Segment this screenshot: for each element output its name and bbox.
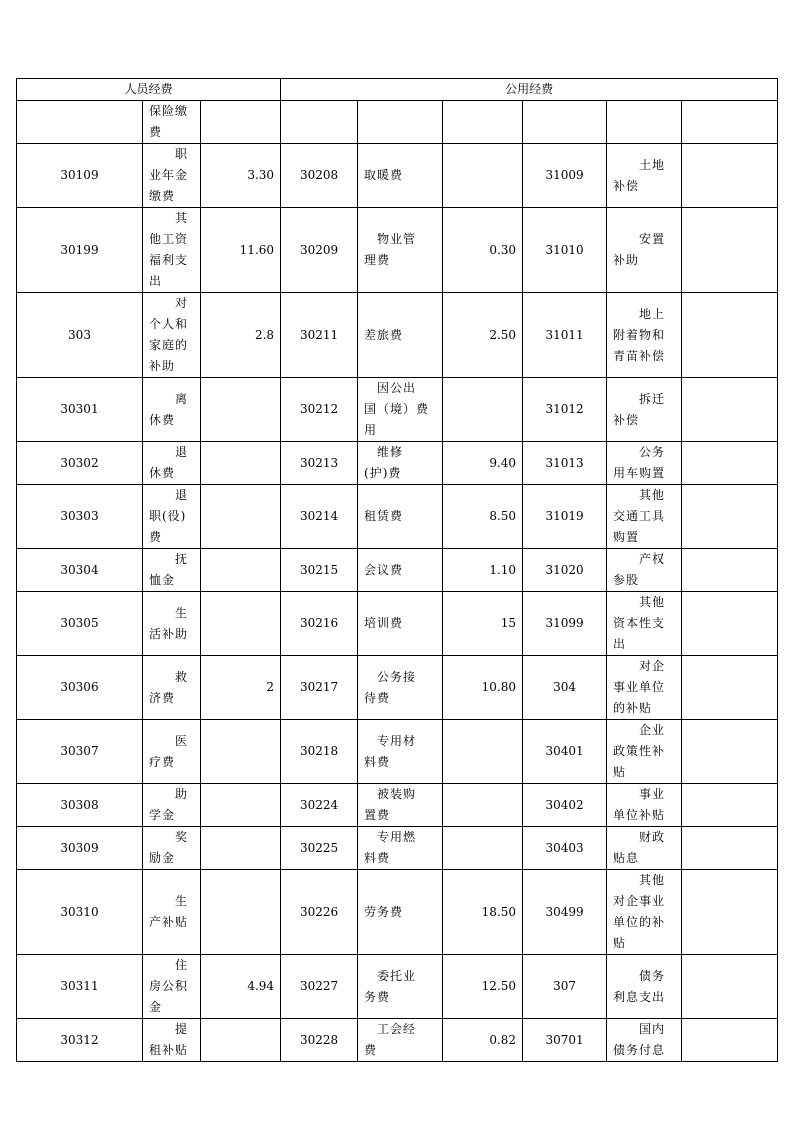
capital-amount	[682, 208, 778, 293]
capital-code: 30499	[523, 870, 607, 955]
public-item-name: 公务接 待费	[358, 656, 443, 720]
personnel-item-name: 奖 励金	[143, 827, 201, 870]
personnel-code: 30305	[17, 592, 143, 656]
personnel-item-name: 助 学金	[143, 784, 201, 827]
personnel-amount: 2	[201, 656, 281, 720]
personnel-item-name: 生 活补助	[143, 592, 201, 656]
capital-item-name: 对企 事业单位 的补贴	[607, 656, 682, 720]
capital-code: 31010	[523, 208, 607, 293]
capital-item-name: 债务 利息支出	[607, 955, 682, 1019]
capital-item-name: 拆迁 补偿	[607, 378, 682, 442]
personnel-code: 303	[17, 293, 143, 378]
public-amount: 2.50	[443, 293, 523, 378]
personnel-item-name: 住 房公积 金	[143, 955, 201, 1019]
capital-item-name: 土地 补偿	[607, 144, 682, 208]
public-item-name: 物业管 理费	[358, 208, 443, 293]
capital-item-name: 其他 资本性支 出	[607, 592, 682, 656]
public-item-name: 专用材 料费	[358, 720, 443, 784]
capital-amount	[682, 870, 778, 955]
table-row	[17, 442, 778, 485]
personnel-amount	[201, 442, 281, 485]
capital-amount	[682, 784, 778, 827]
personnel-code: 30309	[17, 827, 143, 870]
public-item-name: 被装购 置费	[358, 784, 443, 827]
personnel-amount	[201, 720, 281, 784]
personnel-amount	[201, 784, 281, 827]
public-amount: 10.80	[443, 656, 523, 720]
public-item-name: 专用燃 料费	[358, 827, 443, 870]
public-amount: 1.10	[443, 549, 523, 592]
personnel-amount: 4.94	[201, 955, 281, 1019]
personnel-item-name: 生 产补贴	[143, 870, 201, 955]
personnel-amount: 2.8	[201, 293, 281, 378]
table-row	[17, 293, 778, 378]
public-code: 30209	[281, 208, 358, 293]
capital-code: 31019	[523, 485, 607, 549]
public-item-name: 委托业 务费	[358, 955, 443, 1019]
personnel-code: 30310	[17, 870, 143, 955]
capital-amount	[682, 549, 778, 592]
table-row	[17, 720, 778, 784]
capital-amount	[682, 656, 778, 720]
personnel-code	[17, 101, 143, 144]
table-row	[17, 870, 778, 955]
capital-code: 30402	[523, 784, 607, 827]
personnel-item-name: 医 疗费	[143, 720, 201, 784]
personnel-code: 30308	[17, 784, 143, 827]
capital-amount	[682, 485, 778, 549]
public-amount	[443, 144, 523, 208]
personnel-code: 30307	[17, 720, 143, 784]
capital-item-name: 其他 对企事业 单位的补 贴	[607, 870, 682, 955]
personnel-code: 30312	[17, 1019, 143, 1062]
personnel-item-name: 救 济费	[143, 656, 201, 720]
public-code	[281, 101, 358, 144]
personnel-amount	[201, 378, 281, 442]
personnel-code: 30109	[17, 144, 143, 208]
capital-item-name: 地上 附着物和 青苗补偿	[607, 293, 682, 378]
table-row	[17, 1019, 778, 1062]
public-code: 30227	[281, 955, 358, 1019]
personnel-item-name: 保险缴 费	[143, 101, 201, 144]
personnel-amount	[201, 1019, 281, 1062]
personnel-code: 30304	[17, 549, 143, 592]
capital-item-name: 事业 单位补贴	[607, 784, 682, 827]
capital-code: 30401	[523, 720, 607, 784]
capital-code: 31020	[523, 549, 607, 592]
public-amount	[443, 378, 523, 442]
public-amount: 8.50	[443, 485, 523, 549]
table-row	[17, 378, 778, 442]
capital-amount	[682, 144, 778, 208]
public-header: 公用经费	[281, 79, 778, 101]
personnel-code: 30302	[17, 442, 143, 485]
table-row	[17, 144, 778, 208]
public-amount: 15	[443, 592, 523, 656]
personnel-amount: 11.60	[201, 208, 281, 293]
personnel-amount	[201, 549, 281, 592]
capital-code: 31012	[523, 378, 607, 442]
personnel-amount	[201, 101, 281, 144]
personnel-item-name: 提 租补贴	[143, 1019, 201, 1062]
personnel-code: 30311	[17, 955, 143, 1019]
table-row	[17, 208, 778, 293]
personnel-item-name: 对 个人和 家庭的 补助	[143, 293, 201, 378]
public-amount: 9.40	[443, 442, 523, 485]
public-item-name: 取暖费	[358, 144, 443, 208]
capital-amount	[682, 293, 778, 378]
capital-code: 30403	[523, 827, 607, 870]
capital-item-name: 企业 政策性补 贴	[607, 720, 682, 784]
public-item-name: 劳务费	[358, 870, 443, 955]
public-amount: 0.82	[443, 1019, 523, 1062]
table-body	[17, 101, 778, 1062]
capital-code: 31011	[523, 293, 607, 378]
public-code: 30217	[281, 656, 358, 720]
personnel-item-name: 退 休费	[143, 442, 201, 485]
capital-item-name: 其他 交通工具 购置	[607, 485, 682, 549]
public-item-name: 因公出 国（境）费 用	[358, 378, 443, 442]
capital-code	[523, 101, 607, 144]
public-item-name: 维修 (护)费	[358, 442, 443, 485]
personnel-item-name: 其 他工资 福利支 出	[143, 208, 201, 293]
public-code: 30212	[281, 378, 358, 442]
table-row	[17, 485, 778, 549]
capital-amount	[682, 101, 778, 144]
personnel-item-name: 退 职(役) 费	[143, 485, 201, 549]
table-row	[17, 101, 778, 144]
public-code: 30216	[281, 592, 358, 656]
capital-amount	[682, 1019, 778, 1062]
public-item-name: 租赁费	[358, 485, 443, 549]
public-amount	[443, 827, 523, 870]
public-item-name: 工会经 费	[358, 1019, 443, 1062]
personnel-amount	[201, 870, 281, 955]
capital-amount	[682, 592, 778, 656]
personnel-amount	[201, 827, 281, 870]
capital-code: 31099	[523, 592, 607, 656]
capital-item-name: 产权 参股	[607, 549, 682, 592]
personnel-amount	[201, 592, 281, 656]
public-code: 30225	[281, 827, 358, 870]
public-code: 30211	[281, 293, 358, 378]
capital-code: 304	[523, 656, 607, 720]
public-code: 30213	[281, 442, 358, 485]
capital-item-name: 安置 补助	[607, 208, 682, 293]
public-item-name: 培训费	[358, 592, 443, 656]
personnel-amount: 3.30	[201, 144, 281, 208]
public-item-name	[358, 101, 443, 144]
personnel-item-name: 离 休费	[143, 378, 201, 442]
personnel-item-name: 抚 恤金	[143, 549, 201, 592]
table-row	[17, 592, 778, 656]
budget-table	[16, 78, 778, 1062]
table-row	[17, 784, 778, 827]
public-item-name: 会议费	[358, 549, 443, 592]
table-row	[17, 827, 778, 870]
public-amount	[443, 720, 523, 784]
public-code: 30215	[281, 549, 358, 592]
capital-amount	[682, 378, 778, 442]
capital-code: 307	[523, 955, 607, 1019]
public-code: 30214	[281, 485, 358, 549]
table-row	[17, 549, 778, 592]
public-code: 30228	[281, 1019, 358, 1062]
public-code: 30224	[281, 784, 358, 827]
personnel-code: 30199	[17, 208, 143, 293]
capital-code: 31009	[523, 144, 607, 208]
personnel-code: 30306	[17, 656, 143, 720]
personnel-code: 30303	[17, 485, 143, 549]
capital-amount	[682, 442, 778, 485]
public-amount: 0.30	[443, 208, 523, 293]
public-amount: 12.50	[443, 955, 523, 1019]
capital-item-name: 公务 用车购置	[607, 442, 682, 485]
public-item-name: 差旅费	[358, 293, 443, 378]
capital-item-name: 财政 贴息	[607, 827, 682, 870]
capital-amount	[682, 955, 778, 1019]
public-code: 30208	[281, 144, 358, 208]
personnel-item-name: 职 业年金 缴费	[143, 144, 201, 208]
table-row	[17, 955, 778, 1019]
table-row	[17, 656, 778, 720]
capital-code: 31013	[523, 442, 607, 485]
personnel-code: 30301	[17, 378, 143, 442]
public-code: 30226	[281, 870, 358, 955]
capital-amount	[682, 827, 778, 870]
public-amount	[443, 784, 523, 827]
public-amount: 18.50	[443, 870, 523, 955]
capital-code: 30701	[523, 1019, 607, 1062]
personnel-header: 人员经费	[17, 79, 281, 101]
public-code: 30218	[281, 720, 358, 784]
personnel-amount	[201, 485, 281, 549]
capital-amount	[682, 720, 778, 784]
public-amount	[443, 101, 523, 144]
capital-item-name: 国内 债务付息	[607, 1019, 682, 1062]
header-row	[17, 79, 778, 101]
capital-item-name	[607, 101, 682, 144]
